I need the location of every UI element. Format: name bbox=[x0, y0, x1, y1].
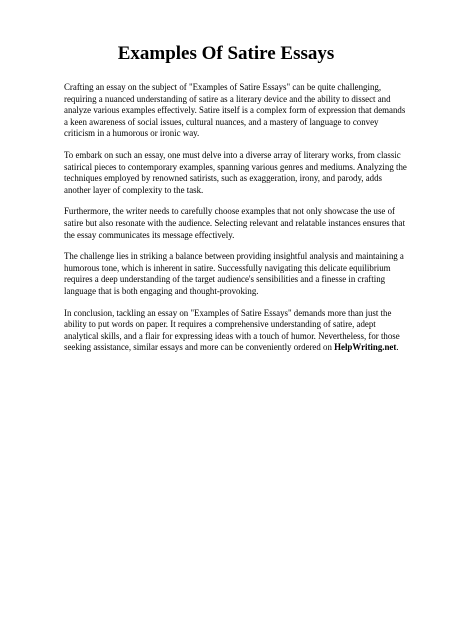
paragraph-1 bbox=[64, 82, 406, 140]
paragraph-line: another layer of complexity to the task. bbox=[64, 184, 204, 195]
paragraph-2 bbox=[64, 149, 407, 196]
paragraph-line: Crafting an essay on the subject of "Examples of Satire Essays" can be quite challenging, bbox=[64, 82, 382, 92]
paragraph-line: criticism in a humorous or ironic way. bbox=[64, 128, 200, 139]
paragraph-4 bbox=[64, 251, 404, 297]
paragraph-line: the essay communicates its message effectively. bbox=[64, 229, 235, 240]
paragraph-last-line bbox=[64, 342, 399, 354]
page-title: Examples Of Satire Essays bbox=[117, 43, 335, 64]
paragraph-line: Furthermore, the writer needs to carefully choose examples that not only showcase the use of bbox=[64, 206, 395, 217]
paragraph-line: In conclusion, tackling an essay on "Examples of Satire Essays" demands more than just the bbox=[64, 307, 392, 318]
paragraph-5 bbox=[64, 307, 400, 354]
paragraph-line: satirical pieces to contemporary examples, spanning various genres and mediums. Analyzing the bbox=[64, 161, 407, 172]
document-body bbox=[64, 82, 407, 364]
paragraph-line: techniques employed by renowned satirists, such as exaggeration, irony, and parody, adds bbox=[64, 173, 383, 184]
paragraph-line: requiring a nuanced understanding of satire as a literary device and the ability to dissect and bbox=[64, 93, 391, 104]
paragraph-3 bbox=[64, 206, 406, 241]
paragraph-text: . bbox=[396, 342, 399, 353]
paragraph-line: requires a deep understanding of the target audience's sensibilities and a finesse in crafting bbox=[64, 274, 386, 285]
paragraph-text: seeking assistance, similar essays and more can be conveniently ordered on bbox=[64, 342, 335, 353]
paragraph-line: humorous tone, which is inherent in satire. Successfully navigating this delicate equilibrium bbox=[64, 262, 391, 273]
paragraph-line: To embark on such an essay, one must delve into a diverse array of literary works, from classic bbox=[64, 149, 401, 160]
helpwriting-link[interactable]: HelpWriting.net bbox=[334, 342, 397, 353]
paragraph-line: satire but also resonate with the audience. Selecting relevant and relatable instances ensures that bbox=[64, 217, 406, 228]
paragraph-line: ability to put words on paper. It requires a comprehensive understanding of satire, adept bbox=[64, 319, 376, 330]
paragraph-line: analyze various examples effectively. Satire itself is a complex form of expression that demands bbox=[64, 105, 406, 116]
paragraph-line: The challenge lies in striking a balance between providing insightful analysis and maintaining a bbox=[64, 251, 404, 262]
paragraph-line: a keen awareness of social issues, cultural nuances, and a mastery of language to convey bbox=[64, 116, 379, 127]
paragraph-line: language that is both engaging and thought-provoking. bbox=[64, 285, 259, 296]
paragraph-line: analytical skills, and a flair for expressing ideas with a touch of humor. Nevertheless, for those bbox=[64, 330, 400, 341]
